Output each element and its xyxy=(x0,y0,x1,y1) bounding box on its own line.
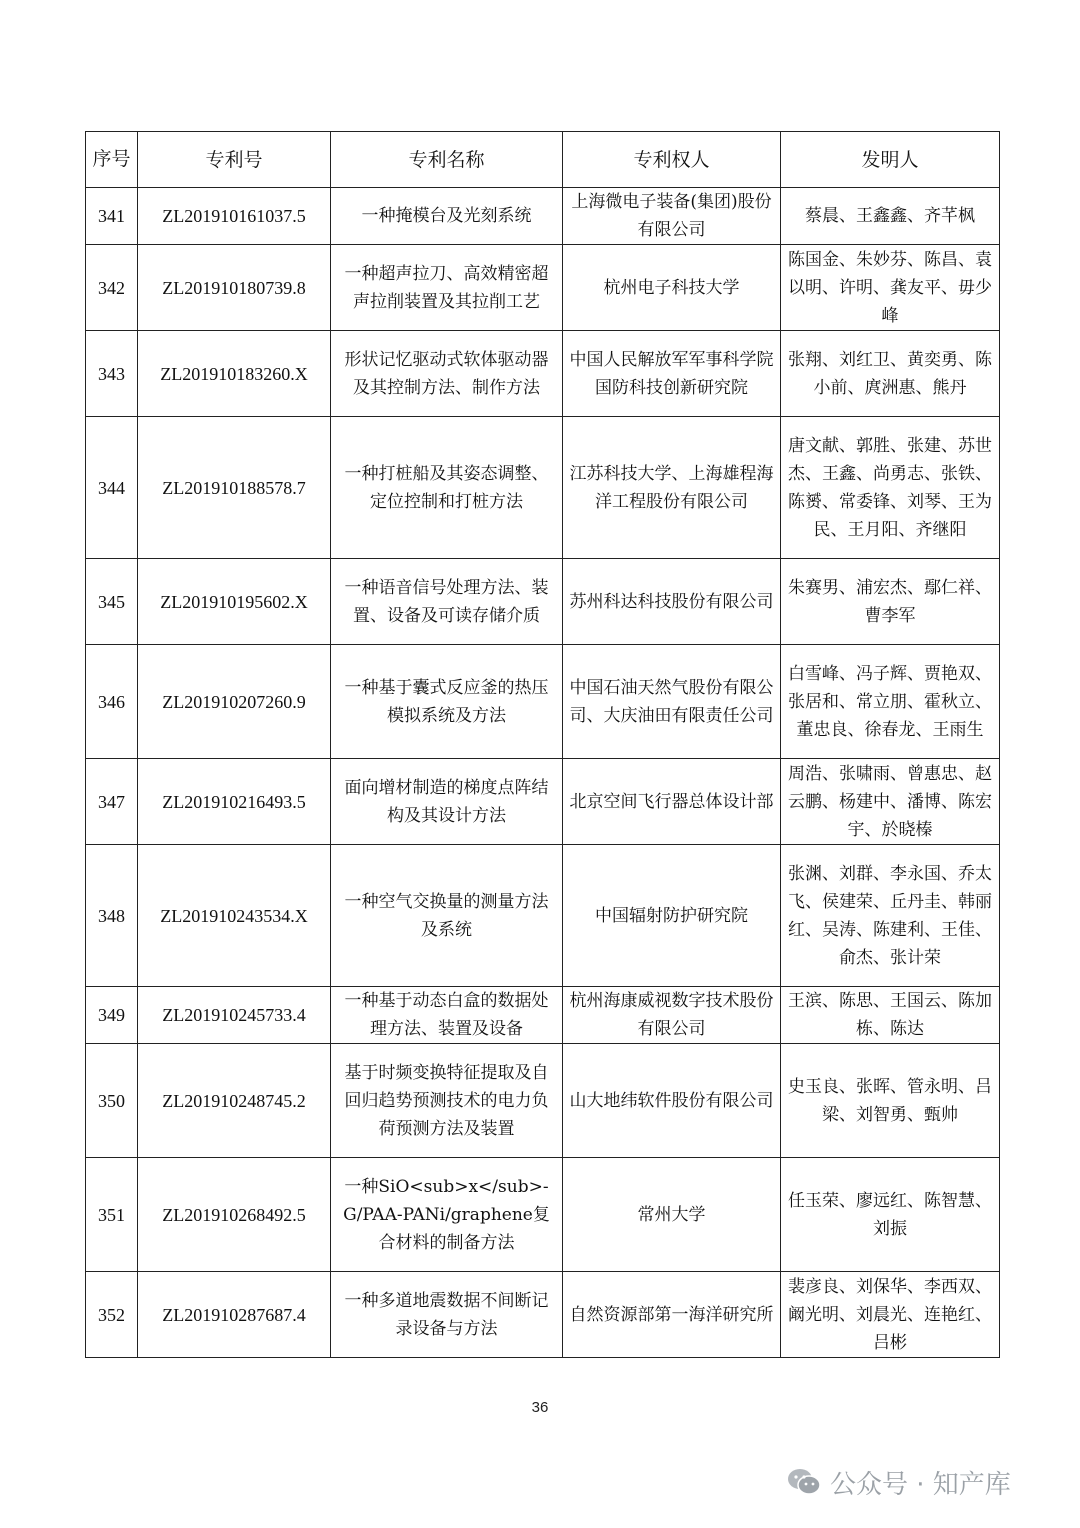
cell-patent-holder: 苏州科达科技股份有限公司 xyxy=(563,559,781,645)
cell-inventor: 周浩、张啸雨、曾惠忠、赵云鹏、杨建中、潘博、陈宏宇、於晓榛 xyxy=(781,759,1000,845)
cell-patent-name: 面向增材制造的梯度点阵结构及其设计方法 xyxy=(331,759,563,845)
cell-patent-holder: 山大地纬软件股份有限公司 xyxy=(563,1044,781,1158)
table-row xyxy=(86,245,1000,331)
table-row xyxy=(86,188,1000,245)
cell-no: 348 xyxy=(86,845,138,987)
cell-no: 345 xyxy=(86,559,138,645)
cell-inventor: 唐文献、郭胜、张建、苏世杰、王鑫、尚勇志、张铁、陈赟、常委锋、刘琴、王为民、王月阳、齐继阳 xyxy=(781,417,1000,559)
table-row xyxy=(86,1044,1000,1158)
cell-inventor: 白雪峰、冯子辉、贾艳双、张居和、常立朋、霍秋立、董忠良、徐春龙、王雨生 xyxy=(781,645,1000,759)
cell-patent-holder: 北京空间飞行器总体设计部 xyxy=(563,759,781,845)
cell-inventor: 陈国金、朱妙芬、陈昌、袁以明、许明、龚友平、毋少峰 xyxy=(781,245,1000,331)
cell-patent-no: ZL201910195602.X xyxy=(138,559,331,645)
cell-no: 343 xyxy=(86,331,138,417)
cell-patent-name: 一种基于囊式反应釜的热压模拟系统及方法 xyxy=(331,645,563,759)
cell-patent-no: ZL201910243534.X xyxy=(138,845,331,987)
cell-no: 350 xyxy=(86,1044,138,1158)
cell-patent-no: ZL201910161037.5 xyxy=(138,188,331,245)
table-row xyxy=(86,559,1000,645)
table-row xyxy=(86,417,1000,559)
cell-inventor: 蔡晨、王鑫鑫、齐芊枫 xyxy=(781,188,1000,245)
cell-patent-no: ZL201910216493.5 xyxy=(138,759,331,845)
cell-patent-holder: 上海微电子装备(集团)股份有限公司 xyxy=(563,188,781,245)
header-patent-no: 专利号 xyxy=(138,132,331,188)
cell-patent-holder: 中国石油天然气股份有限公司、大庆油田有限责任公司 xyxy=(563,645,781,759)
cell-patent-name: 一种掩模台及光刻系统 xyxy=(331,188,563,245)
table-row xyxy=(86,1158,1000,1272)
cell-no: 344 xyxy=(86,417,138,559)
cell-patent-holder: 自然资源部第一海洋研究所 xyxy=(563,1272,781,1358)
header-patent-holder: 专利权人 xyxy=(563,132,781,188)
cell-inventor: 任玉荣、廖远红、陈智慧、刘振 xyxy=(781,1158,1000,1272)
cell-patent-holder: 中国辐射防护研究院 xyxy=(563,845,781,987)
cell-inventor: 裴彦良、刘保华、李西双、阚光明、刘晨光、连艳红、吕彬 xyxy=(781,1272,1000,1358)
cell-patent-no: ZL201910207260.9 xyxy=(138,645,331,759)
cell-inventor: 史玉良、张晖、管永明、吕梁、刘智勇、甄帅 xyxy=(781,1044,1000,1158)
table-row xyxy=(86,845,1000,987)
cell-inventor: 王滨、陈思、王国云、陈加栋、陈达 xyxy=(781,987,1000,1044)
header-no: 序号 xyxy=(86,132,138,188)
cell-patent-name: 一种基于动态白盒的数据处理方法、装置及设备 xyxy=(331,987,563,1044)
cell-patent-name: 基于时频变换特征提取及自回归趋势预测技术的电力负荷预测方法及装置 xyxy=(331,1044,563,1158)
cell-patent-holder: 杭州电子科技大学 xyxy=(563,245,781,331)
cell-patent-name: 一种空气交换量的测量方法及系统 xyxy=(331,845,563,987)
cell-no: 346 xyxy=(86,645,138,759)
cell-no: 352 xyxy=(86,1272,138,1358)
header-patent-name: 专利名称 xyxy=(331,132,563,188)
cell-patent-no: ZL201910287687.4 xyxy=(138,1272,331,1358)
cell-patent-name: 一种打桩船及其姿态调整、定位控制和打桩方法 xyxy=(331,417,563,559)
table-row xyxy=(86,1272,1000,1358)
cell-patent-name: 一种多道地震数据不间断记录设备与方法 xyxy=(331,1272,563,1358)
cell-patent-name: 形状记忆驱动式软体驱动器及其控制方法、制作方法 xyxy=(331,331,563,417)
table-header-row xyxy=(86,132,1000,188)
table-row xyxy=(86,645,1000,759)
table-row xyxy=(86,987,1000,1044)
cell-inventor: 朱赛男、浦宏杰、鄢仁祥、曹李军 xyxy=(781,559,1000,645)
cell-patent-name: 一种超声拉刀、高效精密超声拉削装置及其拉削工艺 xyxy=(331,245,563,331)
cell-patent-holder: 江苏科技大学、上海雄程海洋工程股份有限公司 xyxy=(563,417,781,559)
cell-patent-no: ZL201910248745.2 xyxy=(138,1044,331,1158)
cell-inventor: 张渊、刘群、李永国、乔太飞、侯建荣、丘丹圭、韩丽红、吴涛、陈建利、王佳、俞杰、张计荣 xyxy=(781,845,1000,987)
patent-table xyxy=(85,131,1000,1358)
cell-patent-name: 一种SiO<sub>x</sub>-G/PAA-PANi/graphene复合材料的制备方法 xyxy=(331,1158,563,1272)
cell-no: 351 xyxy=(86,1158,138,1272)
header-inventor: 发明人 xyxy=(781,132,1000,188)
watermark-text: 公众号 · 知产库 xyxy=(830,1469,1011,1500)
cell-patent-no: ZL201910188578.7 xyxy=(138,417,331,559)
table-row xyxy=(86,759,1000,845)
cell-patent-no: ZL201910268492.5 xyxy=(138,1158,331,1272)
cell-patent-holder: 杭州海康威视数字技术股份有限公司 xyxy=(563,987,781,1044)
table-row xyxy=(86,331,1000,417)
table-body xyxy=(86,188,1000,1358)
cell-no: 341 xyxy=(86,188,138,245)
wechat-icon xyxy=(786,1467,822,1497)
cell-patent-no: ZL201910245733.4 xyxy=(138,987,331,1044)
cell-inventor: 张翔、刘红卫、黄奕勇、陈小前、庹洲惠、熊丹 xyxy=(781,331,1000,417)
cell-no: 349 xyxy=(86,987,138,1044)
cell-patent-no: ZL201910180739.8 xyxy=(138,245,331,331)
cell-patent-holder: 中国人民解放军军事科学院国防科技创新研究院 xyxy=(563,331,781,417)
page-number: 36 xyxy=(531,1399,549,1416)
watermark xyxy=(786,1462,1011,1502)
cell-patent-name: 一种语音信号处理方法、装置、设备及可读存储介质 xyxy=(331,559,563,645)
cell-no: 347 xyxy=(86,759,138,845)
cell-no: 342 xyxy=(86,245,138,331)
cell-patent-holder: 常州大学 xyxy=(563,1158,781,1272)
cell-patent-no: ZL201910183260.X xyxy=(138,331,331,417)
